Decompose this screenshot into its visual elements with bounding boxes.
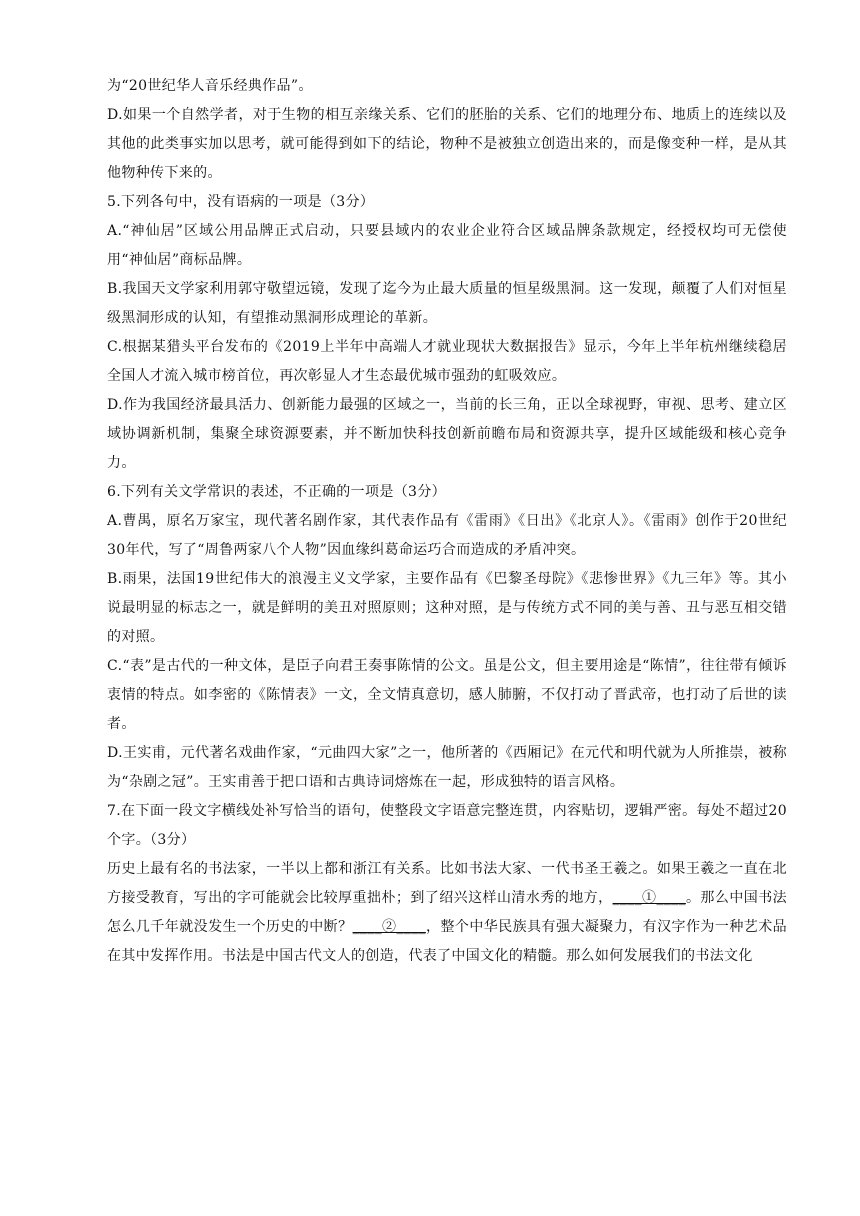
- passage-text-2: 。那么中国书法怎么几千年就没发生一个历史的中断？: [107, 890, 787, 935]
- q5-option-c: C.根据某猎头平台发布的《2019上半年中高端人才就业现状大数据报告》显示，今年上半年杭州继续稳居全国人才流入城市榜首位，再次彰显人才生态最优城市强劲的虹吸效应。: [107, 339, 787, 384]
- question-5-title: 5.下列各句中，没有语病的一项是（3分）: [107, 194, 375, 210]
- q6-option-a: A.曹禺，原名万家宝，现代著名剧作家，其代表作品有《雷雨》《日出》《北京人》。《雷雨》创作于20世纪30年代，写了“周鲁两家八个人物”因血缘纠葛命运巧合而造成的矛盾冲突。: [107, 513, 787, 558]
- q4-option-d: D.如果一个自然学者，对于生物的相互亲缘关系、它们的胚胎的关系、它们的地理分布、地质上的连续以及其他的此类事实加以思考，就可能得到如下的结论，物种不是被独立创造出来的，而是像变种一样，是从其他物种传下来的。: [107, 107, 787, 181]
- q5-option-d: D.作为我国经济最具活力、创新能力最强的区域之一，当前的长三角，正以全球视野，审视、思考、建立区域协调新机制，集聚全球资源要素，并不断加快科技创新前瞻布局和资源共享，提升区域能级和核心竞争力。: [107, 397, 787, 471]
- passage-text-3: ，整个中华民族具有强大凝聚力，有汉字作为一种艺术品在其中发挥作用。书法是中国古代文人的创造，代表了中国文化的精髓。那么如何发展我们的书法文化: [107, 919, 788, 964]
- q5-option-a: A.“神仙居”区域公用品牌正式启动，只要县域内的农业企业符合区域品牌条款规定，经授权均可无偿使用“神仙居”商标品牌。: [107, 223, 787, 268]
- q6-option-c: C.“表”是古代的一种文体，是臣子向君王奏事陈情的公文。虽是公文，但主要用途是“陈情”，往往带有倾诉衷情的特点。如李密的《陈情表》一文，全文情真意切，感人肺腑，不仅打动了晋武帝，也打动了后世的读者。: [107, 658, 787, 732]
- document-page: [107, 72, 787, 971]
- question-7-title: 7.在下面一段文字横线处补写恰当的语句，使整段文字语意完整连贯，内容贴切，逻辑严密。每处不超过20个字。（3分）: [107, 803, 787, 848]
- q6-option-d: D.王实甫，元代著名戏曲作家，“元曲四大家”之一，他所著的《西厢记》在元代和明代就为人所推崇，被称为“杂剧之冠”。王实甫善于把口语和古典诗词熔炼在一起，形成独特的语言风格。: [107, 745, 787, 790]
- blank-2: ____②____: [352, 919, 426, 935]
- q6-option-b: B.雨果，法国19世纪伟大的浪漫主义文学家，主要作品有《巴黎圣母院》《悲惨世界》《九三年》等。其小说最明显的标志之一，就是鲜明的美丑对照原则；这种对照，是与传统方式不同的美与善、丑与恶互相交错的对照。: [107, 571, 787, 645]
- question-6-title: 6.下列有关文学常识的表述，不正确的一项是（3分）: [107, 484, 447, 500]
- passage-text-1: 历史上最有名的书法家，一半以上都和浙江有关系。比如书法大家、一代书圣王羲之。如果王羲之一直在北方接受教育，写出的字可能就会比较厚重拙朴；到了绍兴这样山清水秀的地方，: [107, 861, 787, 906]
- blank-1: ____①____: [612, 890, 686, 906]
- q5-option-b: B.我国天文学家利用郭守敬望远镜，发现了迄今为止最大质量的恒星级黑洞。这一发现，颠覆了人们对恒星级黑洞形成的认知，有望推动黑洞形成理论的革新。: [107, 281, 787, 326]
- q7-passage: [107, 855, 787, 971]
- line-q4-option-c-end: 为“20世纪华人音乐经典作品”。: [107, 78, 313, 94]
